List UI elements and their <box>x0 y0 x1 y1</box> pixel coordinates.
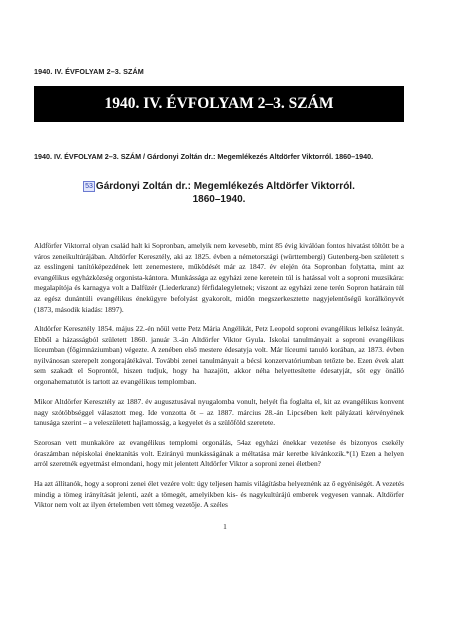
paragraph-1: Aldförfer Viktorral olyan család halt ki Sopronban, amelyik nem kevesebb, mint 85 évig kiválóan fontos hivatást töltött be a város zeneikultúrájában. Altdörfer Keresztély, aki az 1825. évben a németországi (württembergi) Gutenberg-ben született s az esslingeni tanítóképezdének lett zenemestere, működését már az 1847. év elején óta Sopronban folytatta, mint az evangélikus egyházközség orgonista-kántora. Munkássága az egyházi zene keretein túl is hatással volt a soproni muzsikára: megalapítója és karnagya volt a Dalfüzér (Liederkranz) férfidalegyletnek; viszont az egyházi zene terén Sopron határain túl az egész dunántúli evangélikus énekügyre befolyást gyakorolt, midőn megszerkesztette nagyjelentőségű korálkönyvét (1873, második kiadás: 1897). <box>34 241 404 314</box>
paragraph-4: Szorosan vett munkaköre az evangélikus templomi orgonálás, 54az egyházi énekkar vezetése és bizonyos csekély óraszámban népiskolai énektanítás volt. Ezirányú munkásságának a méltatása már keretbe kívánkozik.*(1) Ezen a helyen arról szeretnék egyetmást elmondani, hogy mit jelentett Altdörfer Viktor a soproni zenei életben? <box>34 438 404 469</box>
page-marker-link[interactable]: 53 <box>85 183 93 190</box>
running-head: 1940. IV. ÉVFOLYAM 2–3. SZÁM <box>34 67 144 76</box>
article-title-line1 <box>34 180 404 193</box>
paragraph-3: Mikor Altdörfer Keresztély az 1887. év augusztusával nyugalomba vonult, helyét fia foglalta el, kit az evangélikus konvent nagy szótöbbséggel választott meg. Ide vonzotta őt – az 1887. március 28.-án Lipcsében kelt pályázati kérvényének tanusága szerint – a veleszületett hajlamosság, a kegyelet és a szülőföld szeretete. <box>34 397 404 428</box>
article-title-text: Gárdonyi Zoltán dr.: Megemlékezés Altdörfer Viktorról. <box>95 181 355 192</box>
article-title <box>34 180 404 206</box>
breadcrumb: 1940. IV. ÉVFOLYAM 2–3. SZÁM / Gárdonyi Zoltán dr.: Megemlékezés Altdörfer Viktorról. 1860–1940. <box>34 152 374 161</box>
issue-banner: 1940. IV. ÉVFOLYAM 2–3. SZÁM <box>34 86 404 122</box>
paragraph-5: Ha azt állítanók, hogy a soproni zenei élet vezére volt: úgy teljesen hamis világításba helyeznénk az ő egyéniségét. A vezetés mindig a tömeg irányítását jelenti, azét a tömegét, amelyikben kis- és nagykultúrájú emberek vegyesen vannak. Altdörfer Viktor nem volt az ilyen értelemben vett tömeg vezetője. A széles <box>34 479 404 510</box>
article-title-line2: 1860–1940. <box>192 194 246 205</box>
paragraph-2: Altdörfer Keresztély 1854. május 22.-én nőül vette Petz Mária Angélikát, Petz Leopold soproni evangélikus lelkész leányát. Ebből a házasságból született 1860. január 3.-án Altdörfer Viktor Gyula. Iskolai tanulmányait a soproni evangélikus líceumban (főgimnáziumban) végezte. A zenében első mestere édesatyja volt. Már líceumi tanuló korában, az 1873. évben nyilvánosan szerepelt zongorajátékával. További zenei tanulmányait a bécsi konzervatóriumban tetőzte be. Ezen évek alatt sem szakadt el Soprontól, hiszen tudjuk, hogy ha hazajött, akkor néha helyettesítette édesatyját, sőt egy önálló orgonahematutót is tartott az evangélikus templomban. <box>34 324 404 386</box>
page-number: 1 <box>223 522 227 531</box>
